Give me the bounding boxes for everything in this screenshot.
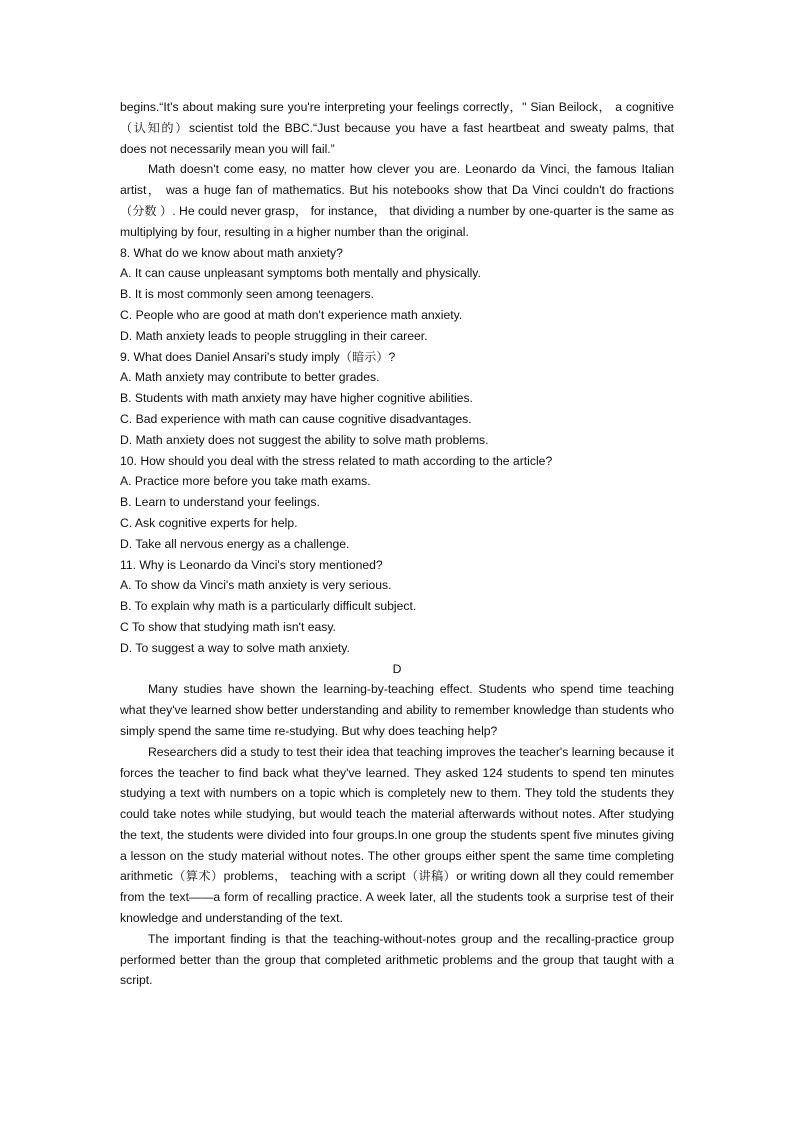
option-c: C. Ask cognitive experts for help. <box>120 515 298 530</box>
option-b: B. Students with math anxiety may have higher cognitive abilities. <box>120 391 473 406</box>
question-11 <box>120 555 674 659</box>
section-d-paragraph-1: Many studies have shown the learning-by-teaching effect. Students who spend time teaching what they've learned show better understanding and ability to remember knowledge than students who simply spend the same time re-studying. But why does teaching help? <box>120 682 674 738</box>
option-a: A. Practice more before you take math exams. <box>120 474 371 489</box>
passage-c-paragraph-1: begins.“It's about making sure you're interpreting your feelings correctly，" Sian Beilock， a cognitive（认知的）scientist told the BBC.“Just because you have a fast heartbeat and sweaty palms, that does not necessarily mean you will fail.” <box>120 100 674 156</box>
option-a: A. To show da Vinci's math anxiety is very serious. <box>120 578 392 593</box>
option-c: C. Bad experience with math can cause cognitive disadvantages. <box>120 411 472 426</box>
section-d-heading: D <box>392 661 402 676</box>
option-b: B. To explain why math is a particularly difficult subject. <box>120 599 417 614</box>
option-d: D. To suggest a way to solve math anxiety. <box>120 640 350 655</box>
option-d: D. Math anxiety leads to people struggling in their career. <box>120 328 428 343</box>
passage-c-paragraph-2: Math doesn't come easy, no matter how clever you are. Leonardo da Vinci, the famous Italian artist， was a huge fan of mathematics. But his notebooks show that Da Vinci couldn't do fractions（分数 ）. He could never grasp， for instance， that dividing a number by one-quarter is the same as multiplying by four, resulting in a higher number than the original. <box>120 162 674 239</box>
option-d: D. Take all nervous energy as a challenge. <box>120 536 350 551</box>
option-c: C. People who are good at math don't experience math anxiety. <box>120 307 463 322</box>
question-9 <box>120 347 674 451</box>
section-d-paragraph-3: The important finding is that the teaching-without-notes group and the recalling-practice group performed better than the group that completed arithmetic problems and the group that taught with a script. <box>120 931 674 988</box>
option-c: C To show that studying math isn't easy. <box>120 619 336 634</box>
option-b: B. It is most commonly seen among teenagers. <box>120 287 375 302</box>
option-d: D. Math anxiety does not suggest the ability to solve math problems. <box>120 432 489 447</box>
section-d-paragraph-2: Researchers did a study to test their idea that teaching improves the teacher's learning because it forces the teacher to find back what they've learned. They asked 124 students to spend ten minutes studying a text with numbers on a topic which is completely new to them. They told the students they could take notes while studying, but would teach the material afterwards without notes. After studying the text, the students were divided into four groups.In one group the students spent five minutes giving a lesson on the study material without notes. The other groups either spent the same time completing arithmetic（算术）problems， teaching with a script（讲稿）or writing down all they could remember from the text——a form of recalling practice. A week later, all the students took a surprise test of their knowledge and understanding of the text. <box>120 744 675 926</box>
question-stem: 11. Why is Leonardo da Vinci's story mentioned? <box>120 557 383 572</box>
question-10 <box>120 451 674 555</box>
option-b: B. Learn to understand your feelings. <box>120 495 320 510</box>
question-stem: 9. What does Daniel Ansari's study imply（暗示）? <box>120 349 396 364</box>
question-stem: 8. What do we know about math anxiety? <box>120 245 343 260</box>
document-page <box>120 97 674 991</box>
question-stem: 10. How should you deal with the stress related to math according to the article? <box>120 453 553 468</box>
option-a: A. It can cause unpleasant symptoms both mentally and physically. <box>120 266 481 281</box>
option-a: A. Math anxiety may contribute to better grades. <box>120 370 380 385</box>
question-8 <box>120 243 674 347</box>
